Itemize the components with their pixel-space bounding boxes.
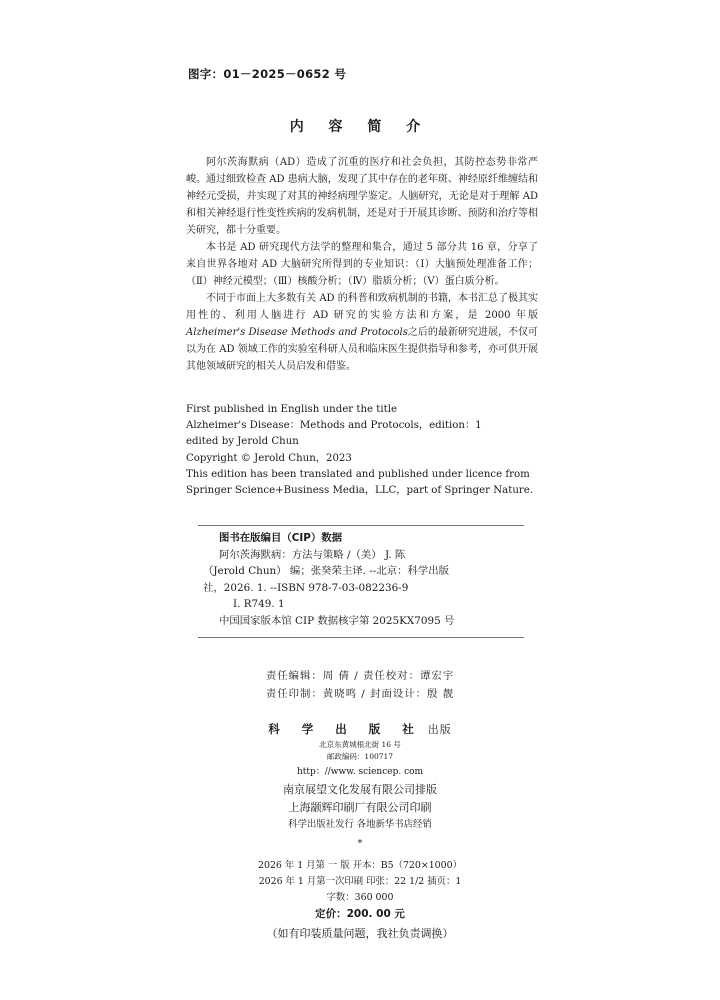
publisher-line [0, 718, 720, 737]
price: 定价：200. 00 元 [315, 908, 405, 920]
cip-line: 社，2026. 1. --ISBN 978-7-03-082236-9 [203, 581, 409, 594]
summary-paragraph-3 [186, 290, 538, 375]
quality-notice: （如有印装质量问题，我社负责调换） [266, 927, 454, 940]
staff-line-production: 责任印制：黄晓鸣 / 封面设计：殷 靓 [265, 688, 455, 700]
english-line: Copyright © Jerold Chun，2023 [186, 452, 352, 464]
english-copyright-block [186, 402, 533, 499]
typesetter-line: 南京展望文化发展有限公司排版 [283, 783, 437, 796]
english-line: Springer Science+Business Media，LLC，part of Springer Nature. [186, 485, 534, 497]
separator-star: * [357, 838, 363, 849]
publisher-postcode: 邮政编码：100717 [326, 752, 394, 761]
cip-block [203, 530, 455, 630]
registration-number: 图字：01－2025－0652 号 [188, 67, 347, 81]
cip-line: 中国国家版本馆 CIP 数据核字第 2025KX7095 号 [219, 614, 455, 627]
summary-p3-part-a: 不同于市面上大多数有关 AD 的科普和致病机制的书籍，本书汇总了极其实用性的、利用人脑进行 AD 研究的实验方法和方案，是 2000 年版 [186, 293, 538, 321]
english-line: This edition has been translated and published under licence from [186, 468, 530, 480]
staff-line-editors: 责任编辑：周 倩 / 责任校对：谭宏宇 [265, 670, 455, 682]
publisher-logo-text: 科 学 出 版 社 [268, 722, 423, 736]
summary-block [186, 154, 538, 375]
cip-line: Ⅰ. R749. 1 [233, 598, 285, 611]
word-count: 字数：360 000 [326, 892, 394, 903]
printing-line: 2026 年 1 月第一次印刷 印张：22 1/2 插页：1 [258, 876, 462, 887]
english-line: First published in English under the title [186, 404, 398, 415]
publisher-address: 北京东黄城根北街 16 号 [319, 740, 401, 749]
summary-paragraph-1: 阿尔茨海默病（AD）造成了沉重的医疗和社会负担，其防控态势非常严峻。通过细致检查 AD 患病大脑，发现了其中存在的老年斑、神经原纤维缠结和神经元受损，并实现了对其的神经病理学鉴定。人脑研究，无论是对于理解 AD 和相关神经退行性变性疾病的发病机制，还是对于开展其诊断、预防和治疗等相关研究，都十分重要。 [186, 157, 538, 236]
original-book-title: Alzheimer's Disease Methods and Protocols [186, 327, 408, 338]
cip-bottom-rule [198, 637, 524, 638]
cip-title: 图书在版编目（CIP）数据 [219, 532, 343, 544]
publisher-suffix: 出版 [427, 723, 452, 736]
distribution-line: 科学出版社发行 各地新华书店经销 [288, 819, 432, 830]
cip-top-rule [198, 525, 524, 526]
english-line: edited by Jerold Chun [186, 436, 299, 448]
edition-line: 2026 年 1 月第 一 版 开本：B5（720×1000） [258, 860, 462, 871]
cip-line: 阿尔茨海默病：方法与策略 /（美） J. 陈 [219, 548, 406, 561]
english-line: Alzheimer's Disease：Methods and Protocols，edition：1 [186, 420, 482, 432]
summary-paragraph-2: 本书是 AD 研究现代方法学的整理和集合，通过 5 部分共 16 章，分享了来自世界各地对 AD 大脑研究所得到的专业知识：（Ⅰ）大脑预处理准备工作；（Ⅱ）神经元模型；（Ⅲ）核酸分析；（Ⅳ）脂质分析；（Ⅴ）蛋白质分析。 [186, 242, 538, 287]
printer-line: 上海颛辉印刷厂有限公司印刷 [288, 801, 432, 814]
summary-p3-part-b: 之后的最新研究进展，不仅可以为在 AD 领域工作的实验室科研人员和临床医生提供指导和参考，亦可供开展其他领域研究的相关人员启发和借鉴。 [186, 327, 538, 372]
publisher-website: http：//www. sciencep. com [296, 767, 424, 777]
cip-line: （Jerold Chun） 编；张癸荣主译. --北京：科学出版 [203, 565, 450, 578]
section-title: 内 容 简 介 [289, 119, 431, 135]
